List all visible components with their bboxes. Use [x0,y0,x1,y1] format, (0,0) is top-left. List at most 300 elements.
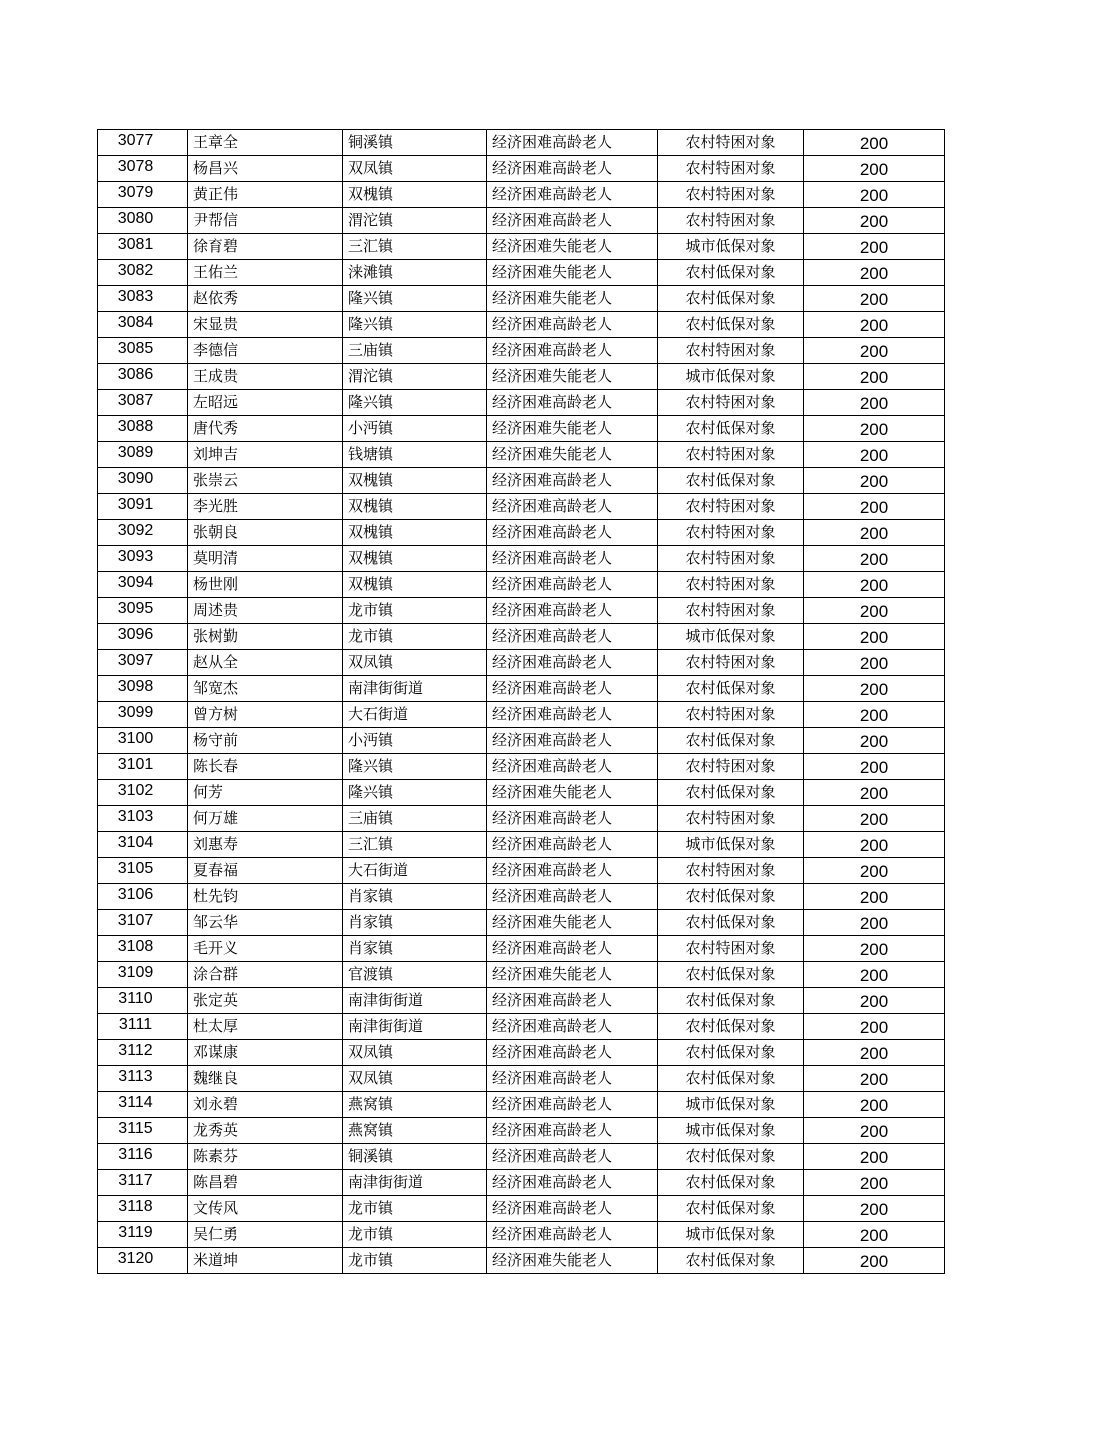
name-cell: 邓谋康 [188,1040,343,1066]
town-cell: 隆兴镇 [343,390,487,416]
town-cell: 燕窝镇 [343,1118,487,1144]
row-number-cell: 3083 [98,286,188,312]
category-cell: 经济困难高龄老人 [487,1040,658,1066]
row-number-cell: 3107 [98,910,188,936]
table-row [98,468,945,494]
assistance-type-cell: 城市低保对象 [658,1092,804,1118]
assistance-type-cell: 农村低保对象 [658,1248,804,1274]
amount-cell: 200 [804,1170,945,1196]
amount-cell: 200 [804,832,945,858]
name-cell: 吴仁勇 [188,1222,343,1248]
table-row [98,260,945,286]
category-cell: 经济困难高龄老人 [487,936,658,962]
amount-cell: 200 [804,1092,945,1118]
row-number-cell: 3108 [98,936,188,962]
table-row [98,286,945,312]
row-number-cell: 3089 [98,442,188,468]
row-number-cell: 3100 [98,728,188,754]
table-row [98,1066,945,1092]
row-number-cell: 3095 [98,598,188,624]
town-cell: 肖家镇 [343,936,487,962]
town-cell: 大石街道 [343,858,487,884]
row-number-cell: 3099 [98,702,188,728]
name-cell: 曾方树 [188,702,343,728]
amount-cell: 200 [804,702,945,728]
amount-cell: 200 [804,728,945,754]
category-cell: 经济困难高龄老人 [487,832,658,858]
amount-cell: 200 [804,364,945,390]
town-cell: 涞滩镇 [343,260,487,286]
assistance-type-cell: 农村低保对象 [658,884,804,910]
subsidy-table-body [98,130,945,1274]
category-cell: 经济困难高龄老人 [487,130,658,156]
row-number-cell: 3116 [98,1144,188,1170]
name-cell: 杨世刚 [188,572,343,598]
table-row [98,442,945,468]
category-cell: 经济困难高龄老人 [487,702,658,728]
table-row [98,572,945,598]
name-cell: 张崇云 [188,468,343,494]
row-number-cell: 3079 [98,182,188,208]
amount-cell: 200 [804,650,945,676]
assistance-type-cell: 农村低保对象 [658,962,804,988]
category-cell: 经济困难高龄老人 [487,884,658,910]
category-cell: 经济困难高龄老人 [487,728,658,754]
amount-cell: 200 [804,1066,945,1092]
amount-cell: 200 [804,676,945,702]
town-cell: 双槐镇 [343,546,487,572]
row-number-cell: 3102 [98,780,188,806]
town-cell: 肖家镇 [343,884,487,910]
name-cell: 尹帮信 [188,208,343,234]
amount-cell: 200 [804,1014,945,1040]
assistance-type-cell: 农村特困对象 [658,598,804,624]
amount-cell: 200 [804,390,945,416]
name-cell: 周述贵 [188,598,343,624]
assistance-type-cell: 农村低保对象 [658,286,804,312]
name-cell: 张树勤 [188,624,343,650]
name-cell: 王佑兰 [188,260,343,286]
assistance-type-cell: 农村特困对象 [658,182,804,208]
town-cell: 双凤镇 [343,1066,487,1092]
category-cell: 经济困难高龄老人 [487,338,658,364]
category-cell: 经济困难高龄老人 [487,988,658,1014]
amount-cell: 200 [804,494,945,520]
town-cell: 龙市镇 [343,1222,487,1248]
category-cell: 经济困难高龄老人 [487,1118,658,1144]
town-cell: 双槐镇 [343,468,487,494]
table-row [98,754,945,780]
town-cell: 小沔镇 [343,416,487,442]
assistance-type-cell: 农村特困对象 [658,572,804,598]
assistance-type-cell: 农村特困对象 [658,858,804,884]
name-cell: 陈昌碧 [188,1170,343,1196]
table-row [98,546,945,572]
table-row [98,858,945,884]
amount-cell: 200 [804,1118,945,1144]
town-cell: 渭沱镇 [343,364,487,390]
row-number-cell: 3097 [98,650,188,676]
row-number-cell: 3113 [98,1066,188,1092]
assistance-type-cell: 农村低保对象 [658,1170,804,1196]
row-number-cell: 3112 [98,1040,188,1066]
amount-cell: 200 [804,234,945,260]
table-row [98,988,945,1014]
row-number-cell: 3093 [98,546,188,572]
name-cell: 赵从全 [188,650,343,676]
town-cell: 三庙镇 [343,338,487,364]
town-cell: 龙市镇 [343,624,487,650]
table-row [98,1196,945,1222]
table-row [98,936,945,962]
amount-cell: 200 [804,754,945,780]
name-cell: 左昭远 [188,390,343,416]
name-cell: 刘惠寿 [188,832,343,858]
table-row [98,234,945,260]
name-cell: 邹宽杰 [188,676,343,702]
row-number-cell: 3092 [98,520,188,546]
row-number-cell: 3120 [98,1248,188,1274]
amount-cell: 200 [804,182,945,208]
table-row [98,520,945,546]
amount-cell: 200 [804,858,945,884]
row-number-cell: 3117 [98,1170,188,1196]
name-cell: 杜先钧 [188,884,343,910]
name-cell: 徐育碧 [188,234,343,260]
name-cell: 王章全 [188,130,343,156]
row-number-cell: 3101 [98,754,188,780]
name-cell: 唐代秀 [188,416,343,442]
table-row [98,1248,945,1274]
assistance-type-cell: 农村低保对象 [658,910,804,936]
assistance-type-cell: 城市低保对象 [658,1118,804,1144]
table-row [98,1014,945,1040]
amount-cell: 200 [804,442,945,468]
category-cell: 经济困难高龄老人 [487,156,658,182]
amount-cell: 200 [804,780,945,806]
town-cell: 小沔镇 [343,728,487,754]
category-cell: 经济困难高龄老人 [487,182,658,208]
assistance-type-cell: 农村低保对象 [658,1144,804,1170]
town-cell: 南津街街道 [343,1014,487,1040]
category-cell: 经济困难高龄老人 [487,1196,658,1222]
assistance-type-cell: 农村低保对象 [658,780,804,806]
table-row [98,208,945,234]
row-number-cell: 3106 [98,884,188,910]
category-cell: 经济困难高龄老人 [487,676,658,702]
row-number-cell: 3087 [98,390,188,416]
name-cell: 龙秀英 [188,1118,343,1144]
assistance-type-cell: 农村低保对象 [658,676,804,702]
amount-cell: 200 [804,468,945,494]
town-cell: 钱塘镇 [343,442,487,468]
row-number-cell: 3084 [98,312,188,338]
name-cell: 杨守前 [188,728,343,754]
row-number-cell: 3085 [98,338,188,364]
subsidy-table [97,129,945,1274]
category-cell: 经济困难高龄老人 [487,520,658,546]
table-row [98,416,945,442]
table-row [98,780,945,806]
amount-cell: 200 [804,520,945,546]
town-cell: 龙市镇 [343,598,487,624]
assistance-type-cell: 农村特困对象 [658,754,804,780]
town-cell: 燕窝镇 [343,1092,487,1118]
amount-cell: 200 [804,1222,945,1248]
table-row [98,702,945,728]
row-number-cell: 3119 [98,1222,188,1248]
table-row [98,1092,945,1118]
table-row [98,390,945,416]
row-number-cell: 3082 [98,260,188,286]
assistance-type-cell: 城市低保对象 [658,1222,804,1248]
assistance-type-cell: 城市低保对象 [658,234,804,260]
category-cell: 经济困难高龄老人 [487,468,658,494]
town-cell: 渭沱镇 [343,208,487,234]
town-cell: 龙市镇 [343,1248,487,1274]
amount-cell: 200 [804,416,945,442]
town-cell: 南津街街道 [343,676,487,702]
category-cell: 经济困难高龄老人 [487,494,658,520]
town-cell: 南津街街道 [343,988,487,1014]
amount-cell: 200 [804,546,945,572]
category-cell: 经济困难失能老人 [487,442,658,468]
town-cell: 铜溪镇 [343,130,487,156]
table-row [98,338,945,364]
assistance-type-cell: 农村低保对象 [658,1040,804,1066]
amount-cell: 200 [804,884,945,910]
row-number-cell: 3077 [98,130,188,156]
assistance-type-cell: 农村低保对象 [658,416,804,442]
category-cell: 经济困难高龄老人 [487,1014,658,1040]
town-cell: 双凤镇 [343,156,487,182]
town-cell: 三庙镇 [343,806,487,832]
table-row [98,962,945,988]
town-cell: 双凤镇 [343,650,487,676]
amount-cell: 200 [804,572,945,598]
amount-cell: 200 [804,312,945,338]
name-cell: 毛开义 [188,936,343,962]
row-number-cell: 3110 [98,988,188,1014]
row-number-cell: 3088 [98,416,188,442]
assistance-type-cell: 农村低保对象 [658,1014,804,1040]
assistance-type-cell: 农村低保对象 [658,728,804,754]
assistance-type-cell: 农村特困对象 [658,390,804,416]
table-row [98,1144,945,1170]
table-row [98,312,945,338]
table-row [98,598,945,624]
name-cell: 李光胜 [188,494,343,520]
category-cell: 经济困难失能老人 [487,260,658,286]
amount-cell: 200 [804,962,945,988]
amount-cell: 200 [804,286,945,312]
assistance-type-cell: 农村特困对象 [658,156,804,182]
assistance-type-cell: 农村低保对象 [658,260,804,286]
town-cell: 三汇镇 [343,832,487,858]
assistance-type-cell: 农村低保对象 [658,1196,804,1222]
name-cell: 陈长春 [188,754,343,780]
row-number-cell: 3080 [98,208,188,234]
row-number-cell: 3094 [98,572,188,598]
category-cell: 经济困难高龄老人 [487,208,658,234]
assistance-type-cell: 城市低保对象 [658,832,804,858]
table-row [98,1040,945,1066]
table-row [98,650,945,676]
amount-cell: 200 [804,1144,945,1170]
amount-cell: 200 [804,910,945,936]
category-cell: 经济困难失能老人 [487,416,658,442]
amount-cell: 200 [804,598,945,624]
town-cell: 肖家镇 [343,910,487,936]
table-row [98,624,945,650]
town-cell: 双槐镇 [343,520,487,546]
amount-cell: 200 [804,208,945,234]
name-cell: 黄正伟 [188,182,343,208]
table-row [98,494,945,520]
table-row [98,182,945,208]
assistance-type-cell: 农村低保对象 [658,988,804,1014]
name-cell: 王成贵 [188,364,343,390]
category-cell: 经济困难高龄老人 [487,1222,658,1248]
table-row [98,130,945,156]
table-row [98,728,945,754]
table-row [98,884,945,910]
name-cell: 魏继良 [188,1066,343,1092]
row-number-cell: 3090 [98,468,188,494]
name-cell: 何万雄 [188,806,343,832]
name-cell: 杨昌兴 [188,156,343,182]
category-cell: 经济困难高龄老人 [487,858,658,884]
amount-cell: 200 [804,1248,945,1274]
town-cell: 隆兴镇 [343,286,487,312]
town-cell: 双槐镇 [343,572,487,598]
assistance-type-cell: 农村特困对象 [658,338,804,364]
assistance-type-cell: 农村特困对象 [658,702,804,728]
row-number-cell: 3096 [98,624,188,650]
table-row [98,1222,945,1248]
row-number-cell: 3103 [98,806,188,832]
row-number-cell: 3081 [98,234,188,260]
name-cell: 刘坤吉 [188,442,343,468]
assistance-type-cell: 农村特困对象 [658,650,804,676]
row-number-cell: 3086 [98,364,188,390]
category-cell: 经济困难高龄老人 [487,1092,658,1118]
category-cell: 经济困难失能老人 [487,780,658,806]
amount-cell: 200 [804,1040,945,1066]
row-number-cell: 3111 [98,1014,188,1040]
assistance-type-cell: 农村特困对象 [658,442,804,468]
category-cell: 经济困难高龄老人 [487,650,658,676]
amount-cell: 200 [804,624,945,650]
name-cell: 文传风 [188,1196,343,1222]
amount-cell: 200 [804,156,945,182]
town-cell: 隆兴镇 [343,780,487,806]
category-cell: 经济困难高龄老人 [487,1170,658,1196]
town-cell: 双槐镇 [343,182,487,208]
name-cell: 何芳 [188,780,343,806]
category-cell: 经济困难失能老人 [487,286,658,312]
category-cell: 经济困难失能老人 [487,962,658,988]
table-row [98,1170,945,1196]
name-cell: 赵依秀 [188,286,343,312]
assistance-type-cell: 农村特困对象 [658,208,804,234]
town-cell: 双凤镇 [343,1040,487,1066]
amount-cell: 200 [804,1196,945,1222]
name-cell: 张朝良 [188,520,343,546]
assistance-type-cell: 农村特困对象 [658,936,804,962]
table-row [98,1118,945,1144]
table-row [98,676,945,702]
assistance-type-cell: 农村特困对象 [658,130,804,156]
category-cell: 经济困难高龄老人 [487,390,658,416]
category-cell: 经济困难高龄老人 [487,1066,658,1092]
category-cell: 经济困难失能老人 [487,234,658,260]
table-row [98,910,945,936]
name-cell: 陈素芬 [188,1144,343,1170]
town-cell: 官渡镇 [343,962,487,988]
name-cell: 夏春福 [188,858,343,884]
town-cell: 龙市镇 [343,1196,487,1222]
row-number-cell: 3091 [98,494,188,520]
table-row [98,364,945,390]
assistance-type-cell: 农村特困对象 [658,494,804,520]
assistance-type-cell: 城市低保对象 [658,364,804,390]
category-cell: 经济困难高龄老人 [487,546,658,572]
name-cell: 涂合群 [188,962,343,988]
name-cell: 莫明清 [188,546,343,572]
category-cell: 经济困难高龄老人 [487,754,658,780]
row-number-cell: 3105 [98,858,188,884]
town-cell: 大石街道 [343,702,487,728]
name-cell: 刘永碧 [188,1092,343,1118]
category-cell: 经济困难高龄老人 [487,1144,658,1170]
amount-cell: 200 [804,936,945,962]
town-cell: 铜溪镇 [343,1144,487,1170]
row-number-cell: 3114 [98,1092,188,1118]
table-row [98,156,945,182]
assistance-type-cell: 农村特困对象 [658,546,804,572]
amount-cell: 200 [804,988,945,1014]
row-number-cell: 3109 [98,962,188,988]
town-cell: 南津街街道 [343,1170,487,1196]
category-cell: 经济困难失能老人 [487,364,658,390]
assistance-type-cell: 农村特困对象 [658,806,804,832]
row-number-cell: 3098 [98,676,188,702]
category-cell: 经济困难高龄老人 [487,624,658,650]
name-cell: 宋显贵 [188,312,343,338]
row-number-cell: 3078 [98,156,188,182]
table-row [98,806,945,832]
name-cell: 邹云华 [188,910,343,936]
name-cell: 张定英 [188,988,343,1014]
town-cell: 隆兴镇 [343,312,487,338]
amount-cell: 200 [804,260,945,286]
assistance-type-cell: 农村低保对象 [658,468,804,494]
assistance-type-cell: 城市低保对象 [658,624,804,650]
category-cell: 经济困难高龄老人 [487,572,658,598]
town-cell: 双槐镇 [343,494,487,520]
row-number-cell: 3115 [98,1118,188,1144]
row-number-cell: 3104 [98,832,188,858]
category-cell: 经济困难高龄老人 [487,312,658,338]
row-number-cell: 3118 [98,1196,188,1222]
town-cell: 隆兴镇 [343,754,487,780]
assistance-type-cell: 农村低保对象 [658,1066,804,1092]
category-cell: 经济困难高龄老人 [487,806,658,832]
category-cell: 经济困难失能老人 [487,910,658,936]
assistance-type-cell: 农村低保对象 [658,312,804,338]
name-cell: 李德信 [188,338,343,364]
